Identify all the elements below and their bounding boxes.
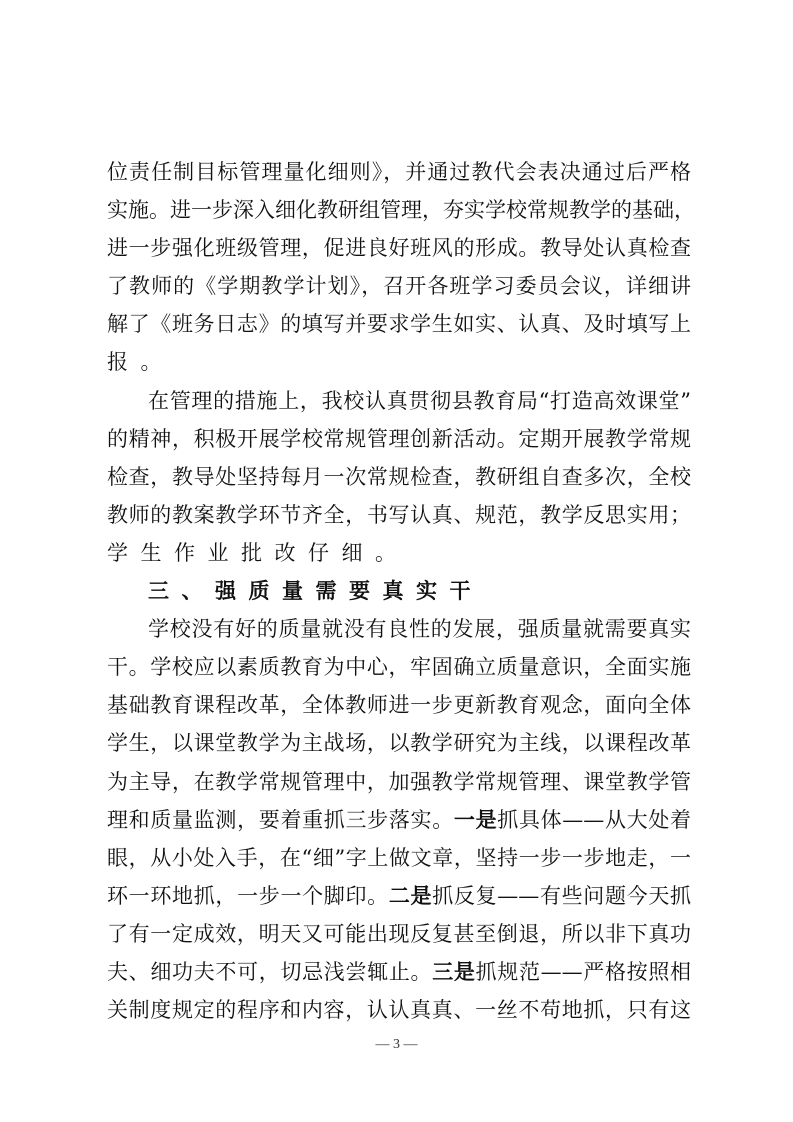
text-segment: 基础教育课程改革，全体教师进一步更新教育观念，面向全体: [107, 693, 691, 718]
bold-text: 一是: [453, 806, 498, 832]
text-segment: 进一步强化班级管理，促进良好班风的形成。教导处认真检查: [107, 236, 691, 261]
text-line: [107, 991, 691, 1029]
text-segment: 了有一定成效，明天又可能出现反复甚至倒退，所以非下真功: [107, 921, 691, 946]
text-segment: 抓具体——从大处着: [497, 807, 692, 832]
text-segment: 学生，以课堂教学为主战场，以教学研究为主线，以课程改革: [107, 731, 691, 756]
text-line: [107, 267, 691, 305]
text-segment: 眼，从小处入手，在“细”字上做文章，坚持一步一步地走，一: [107, 845, 691, 870]
text-segment: 报。: [107, 350, 174, 375]
text-segment: 实施。进一步深入细化教研组管理，夯实学校常规教学的基础，: [107, 198, 695, 223]
text-line: [107, 153, 691, 191]
text-segment: 教师的教案教学环节齐全，书写认真、规范，教学反思实用；: [107, 502, 691, 527]
bold-text: 三是: [432, 958, 476, 984]
text-segment: 理和质量监测，要着重抓三步落实。: [107, 807, 454, 832]
text-line: [107, 343, 691, 381]
text-line: [107, 915, 691, 953]
text-line: [107, 801, 691, 839]
text-line: [107, 191, 695, 229]
text-segment: 位责任制目标管理量化细则》，并通过教代会表决通过后严格: [107, 160, 691, 184]
text-line: [107, 534, 691, 572]
text-line: [107, 305, 691, 343]
text-line: [107, 229, 691, 267]
text-line: [107, 496, 691, 534]
bold-text: 二是: [388, 882, 433, 908]
text-segment: 夫、细功夫不可，切忌浅尝辄止。: [107, 959, 433, 984]
text-segment: 抓反复——有些问题今天抓: [432, 883, 692, 908]
text-line: [107, 953, 691, 991]
section-heading: [107, 572, 691, 610]
text-line: [107, 382, 691, 420]
text-line: [107, 648, 691, 686]
page-number: — 3 —: [375, 1037, 418, 1052]
text-line: [107, 610, 691, 648]
text-line: [107, 458, 691, 496]
text-segment: 在管理的措施上，我校认真贯彻县教育局“打造高效课堂”: [148, 388, 691, 413]
text-segment: 关制度规定的程序和内容，认认真真、一丝不苟地抓，只有这: [107, 998, 691, 1023]
text-line: [107, 420, 691, 458]
text-line: [107, 686, 691, 724]
text-segment: 抓规范——严格按照相: [475, 959, 692, 984]
text-line: [107, 839, 691, 877]
text-segment: 环一环地抓，一步一个脚印。: [107, 883, 389, 908]
text-segment: 检查，教导处坚持每月一次常规检查，教研组自查多次，全校: [107, 464, 691, 489]
text-segment: 了教师的《学期教学计划》，召开各班学习委员会议，详细讲: [107, 274, 691, 299]
text-line: [107, 724, 691, 762]
text-segment: 为主导，在教学常规管理中，加强教学常规管理、课堂教学管: [107, 769, 691, 794]
bold-text: 三、强质量需要真实干: [148, 578, 483, 604]
text-segment: 学生作业批改仔细。: [107, 540, 409, 565]
text-segment: 解了《班务日志》的填写并要求学生如实、认真、及时填写上: [107, 312, 691, 337]
text-segment: 学校没有好的质量就没有良性的发展，强质量就需要真实: [148, 617, 691, 642]
text-line: [107, 877, 691, 915]
text-line: [107, 763, 691, 801]
text-segment: 的精神，积极开展学校常规管理创新活动。定期开展教学常规: [107, 426, 691, 451]
document-body: [107, 153, 695, 1029]
text-segment: 干。学校应以素质教育为中心，牢固确立质量意识，全面实施: [107, 655, 691, 680]
